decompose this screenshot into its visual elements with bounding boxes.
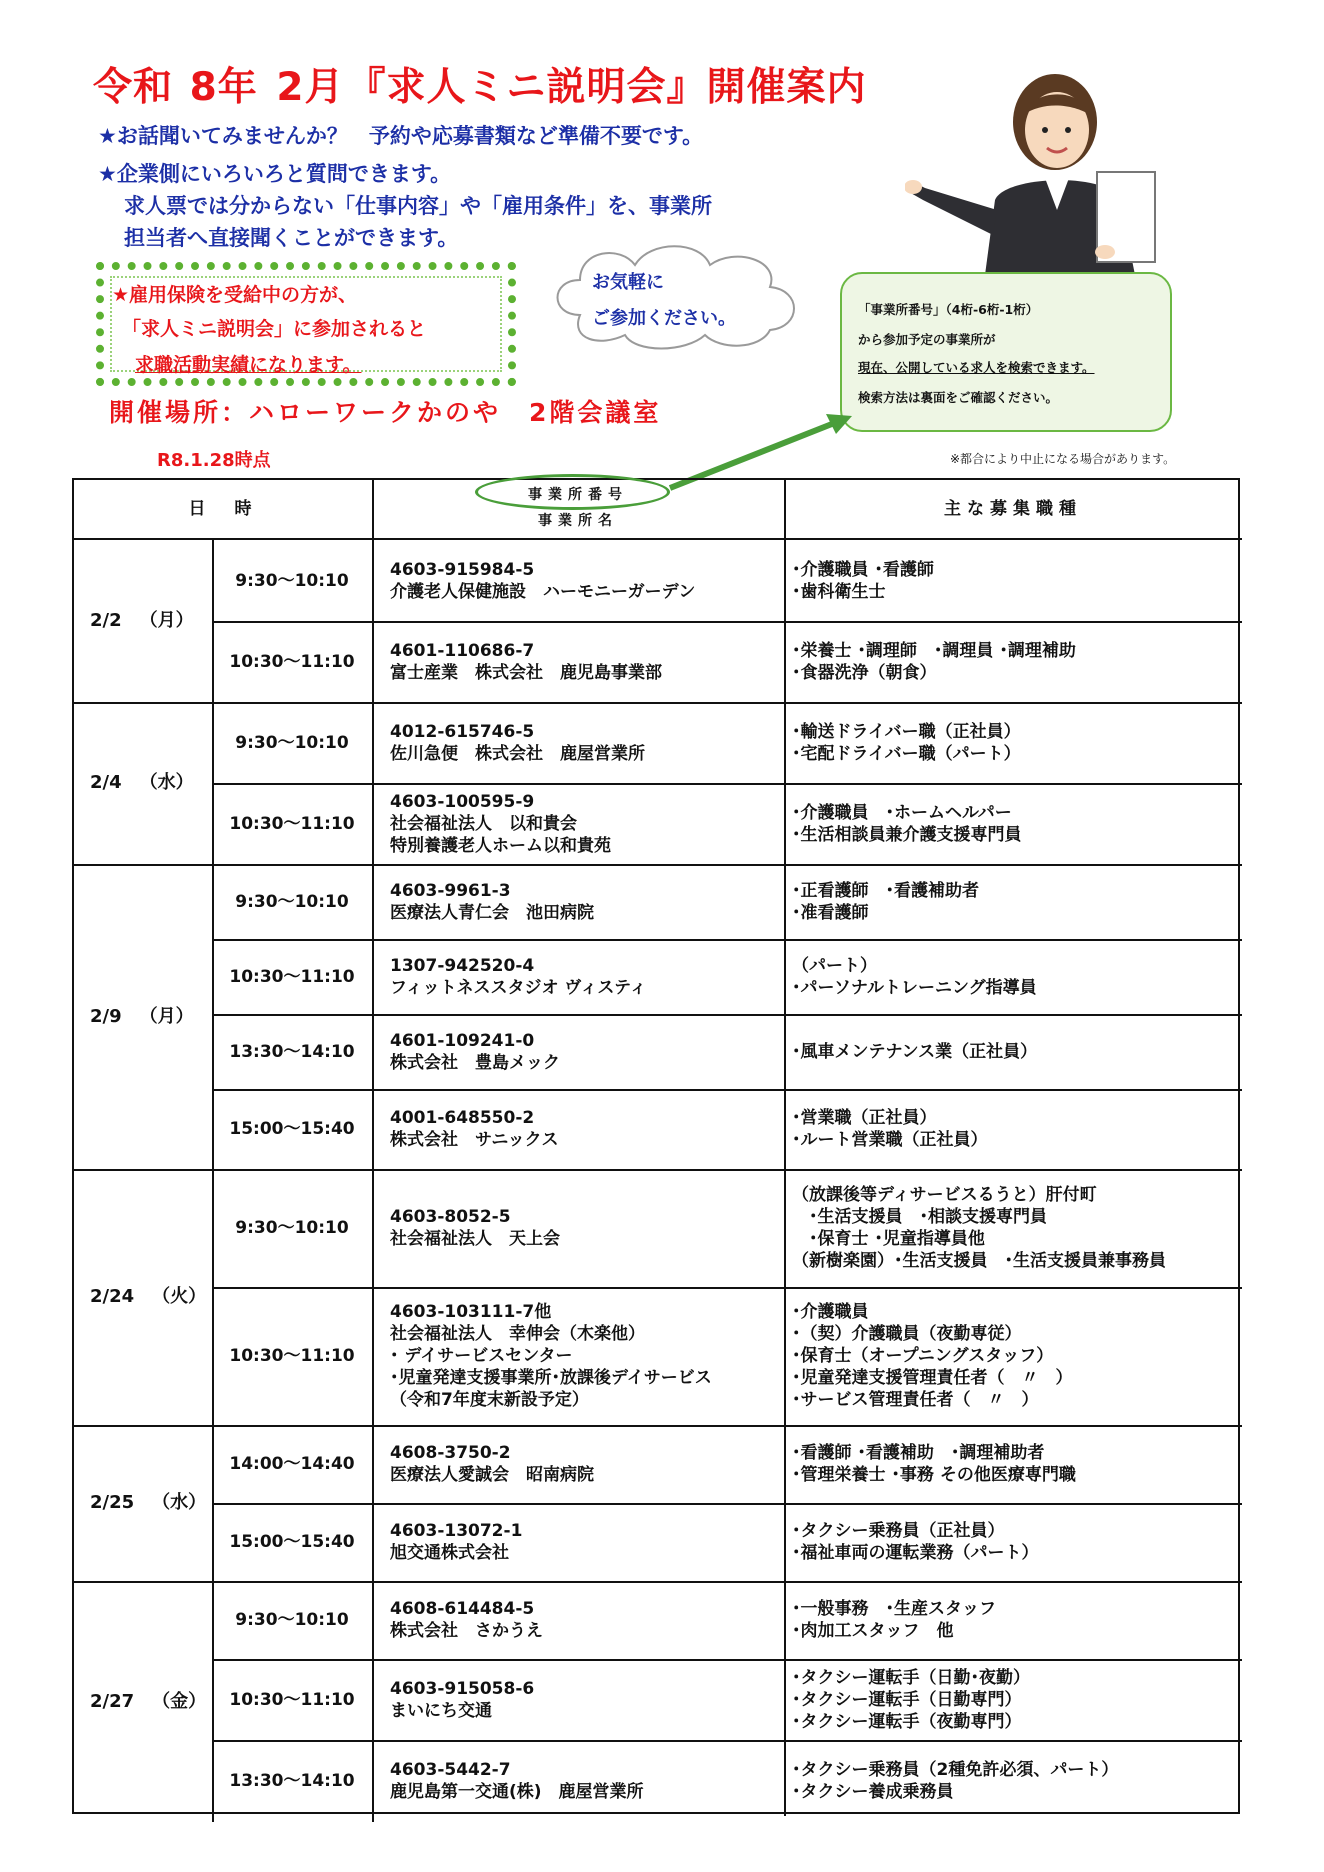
- job-list-line: ･（契）介護職員（夜勤専従）: [792, 1324, 1022, 1344]
- job-list-line: ･タクシー乗務員（2種免許必須、パート）: [792, 1760, 1119, 1780]
- day-of-week: （金）: [152, 1690, 207, 1712]
- day-of-week: （火）: [152, 1286, 207, 1307]
- h-rule: [212, 939, 1242, 941]
- title-prefix: 令和: [93, 65, 174, 110]
- business-info-line: 4603-915984-5: [390, 559, 535, 580]
- business-info: [390, 1520, 778, 1564]
- job-list-line: ･保育士 ･児童指導員他: [792, 1229, 985, 1249]
- bubble-line-2: から参加予定の事業所が: [858, 332, 996, 347]
- business-info: [390, 640, 778, 684]
- session-time: 15:00～15:40: [229, 1532, 355, 1552]
- job-list: [792, 1520, 1236, 1564]
- job-list-line: ･ルート営業職（正社員）: [792, 1130, 988, 1150]
- day-of-week: （月）: [139, 1005, 194, 1027]
- day-of-week: （水）: [139, 772, 194, 793]
- job-list-line: ･児童発達支援管理責任者（ 〃 ）: [792, 1368, 1073, 1388]
- session-time: 9:30～10:10: [235, 891, 349, 912]
- session-time: 10:30～11:10: [229, 651, 355, 672]
- business-info-line: 4603-100595-9: [390, 791, 535, 812]
- business-info: [390, 1598, 778, 1642]
- h-rule: [74, 864, 1242, 866]
- h-rule: [74, 1425, 1242, 1427]
- job-list-line: ･介護職員 ･看護師: [792, 559, 934, 580]
- business-info-line: 鹿児島第一交通(株) 鹿屋営業所: [390, 1782, 644, 1802]
- job-list-line: ･栄養士 ･調理師 ･調理員 ･調理補助: [792, 640, 1076, 661]
- session-time: 14:00～14:40: [229, 1454, 355, 1474]
- h-rule: [212, 1659, 1242, 1661]
- lead-line-3: 求人票では分からない「仕事内容」や「雇用条件」を、事業所: [124, 194, 712, 218]
- job-list-line: ･一般事務 ･生産スタッフ: [792, 1599, 996, 1619]
- business-info: [390, 1759, 778, 1803]
- business-info-line: 株式会社 豊島メック: [390, 1052, 560, 1073]
- day-of-week: （月）: [139, 610, 194, 631]
- job-list-line: （新樹楽園）･生活支援員 ･生活支援員兼事務員: [792, 1251, 1166, 1271]
- date-text: 2/24: [90, 1286, 135, 1307]
- h-rule: [212, 1287, 1242, 1289]
- h-rule: [212, 783, 1242, 785]
- business-info-line: 佐川急便 株式会社 鹿屋営業所: [390, 743, 645, 764]
- business-info-line: 4603-5442-7: [390, 1760, 511, 1780]
- date-text: 2/25: [90, 1492, 135, 1513]
- business-info-line: 4012-615746-5: [390, 721, 535, 742]
- day-date: [90, 1286, 206, 1308]
- job-list-line: ･正看護師 ･看護補助者: [792, 880, 979, 901]
- v-rule: [372, 1169, 374, 1425]
- job-list-line: ･タクシー運転手（日勤専門）: [792, 1689, 1022, 1710]
- session-time: 10:30～11:10: [229, 813, 355, 834]
- day-date: [90, 772, 194, 794]
- biz-no-highlight: [475, 474, 670, 510]
- lead-line-4: 担当者へ直接聞くことができます。: [124, 226, 459, 250]
- business-info-line: ･児童発達支援事業所･放課後デイサービス: [390, 1368, 712, 1388]
- job-list-line: ･福祉車両の運転業務（パート）: [792, 1543, 1039, 1563]
- business-info-line: 4608-614484-5: [390, 1599, 535, 1619]
- session-time: 9:30～10:10: [235, 570, 349, 591]
- business-info-line: 4601-110686-7: [390, 640, 535, 661]
- business-info: [390, 791, 778, 857]
- job-list: [792, 1301, 1236, 1411]
- business-info-line: 株式会社 サニックス: [390, 1130, 559, 1150]
- business-info-line: フィットネススタジオ ヴィスティ: [390, 977, 647, 998]
- lead-line-2: ★企業側にいろいろと質問できます。: [98, 162, 452, 186]
- job-list: [792, 1107, 1236, 1151]
- job-list-line: ･肉加工スタッフ 他: [792, 1621, 954, 1641]
- venue: 開催場所：ハローワークかのや 2階会議室: [109, 398, 662, 427]
- business-info-line: 特別養護老人ホーム以和貴苑: [390, 835, 611, 856]
- day-of-week: （水）: [152, 1492, 207, 1513]
- header-datetime: 日 時: [188, 499, 258, 519]
- day-date: [90, 1492, 206, 1514]
- v-rule: [784, 480, 786, 1816]
- job-list: [792, 1041, 1236, 1063]
- session-time: 9:30～10:10: [235, 1218, 349, 1238]
- job-list-line: （放課後等ディサービスるうと）肝付町: [792, 1185, 1097, 1205]
- job-list-line: ･風車メンテナンス業（正社員）: [792, 1041, 1038, 1062]
- business-info-line: 社会福祉法人 幸伸会（木楽他）: [390, 1324, 645, 1344]
- business-info-line: 4608-3750-2: [390, 1443, 511, 1463]
- job-list-line: ･介護職員 ･ホームヘルパー: [792, 802, 1012, 823]
- business-info-line: 4001-648550-2: [390, 1108, 535, 1128]
- job-list: [792, 721, 1236, 765]
- job-list-line: ･タクシー運転手（日勤･夜勤）: [792, 1667, 1030, 1688]
- as-of-date: R8.1.28時点: [157, 450, 271, 471]
- job-list: [792, 1598, 1236, 1642]
- session-time: 10:30～11:10: [229, 1346, 355, 1366]
- cancellation-note: ※都合により中止になる場合があります。: [950, 452, 1176, 466]
- h-rule: [74, 1581, 1242, 1583]
- h-rule: [212, 1503, 1242, 1505]
- date-text: 2/4: [90, 772, 122, 793]
- day-date: [90, 610, 194, 632]
- session-time: 13:30～14:10: [229, 1771, 355, 1791]
- job-list-line: ･タクシー乗務員（正社員）: [792, 1521, 1005, 1541]
- session-time: 10:30～11:10: [229, 966, 355, 987]
- day-date: [90, 1691, 206, 1713]
- job-list-line: ･サービス管理責任者（ 〃 ）: [792, 1390, 1039, 1410]
- v-rule: [212, 1169, 214, 1425]
- header-biz-no: 事業所番号: [528, 487, 628, 503]
- title-main: 『求人ミニ説明会』開催案内: [346, 65, 867, 110]
- business-info-line: 介護老人保健施設 ハーモニーガーデン: [390, 581, 696, 602]
- schedule-table: [72, 478, 1240, 1814]
- job-list-line: ･看護師 ･看護補助 ･調理補助者: [792, 1443, 1045, 1463]
- v-rule: [372, 1581, 374, 1822]
- job-list-line: （パート）: [792, 955, 877, 976]
- job-list: [792, 955, 1236, 999]
- business-info: [390, 721, 778, 765]
- day-date: [90, 1006, 194, 1028]
- business-info: [390, 955, 778, 999]
- date-text: 2/2: [90, 610, 122, 631]
- bubble-line-1: 「事業所番号」（4桁-6桁-1桁）: [858, 302, 1039, 317]
- h-rule: [212, 1740, 1242, 1742]
- job-list-line: ･タクシー養成乗務員: [792, 1782, 954, 1802]
- job-list-line: ･生活支援員 ･相談支援専門員: [792, 1207, 1047, 1227]
- session-time: 15:00～15:40: [229, 1119, 355, 1139]
- h-rule: [212, 1089, 1242, 1091]
- notice-line-2: 「求人ミニ説明会」に参加されると: [122, 318, 427, 340]
- job-list: [792, 1442, 1236, 1486]
- h-rule: [74, 702, 1242, 704]
- title-month: 2月: [276, 65, 345, 110]
- job-list: [792, 802, 1236, 846]
- business-info-line: 株式会社 さかうえ: [390, 1621, 543, 1641]
- job-list-line: ･食器洗浄（朝食）: [792, 662, 937, 683]
- job-list-line: ･パーソナルトレーニング指導員: [792, 977, 1037, 998]
- bubble-line-3: 現在、公開している求人を検索できます。: [858, 360, 1095, 375]
- job-list-line: ･宅配ドライバー職（パート）: [792, 743, 1021, 764]
- cloud-bubble: [540, 235, 810, 355]
- job-list: [792, 880, 1236, 924]
- business-info-line: 医療法人愛誠会 昭南病院: [390, 1465, 594, 1485]
- business-info: [390, 880, 778, 924]
- job-list-line: ･歯科衛生士: [792, 581, 886, 602]
- business-info-line: 社会福祉法人 以和貴会: [390, 813, 577, 834]
- business-info-line: まいにち交通: [390, 1700, 492, 1721]
- job-list: [792, 1184, 1236, 1272]
- job-list-line: ･輸送ドライバー職（正社員）: [792, 721, 1021, 742]
- business-info-line: ･ デイサービスセンター: [390, 1346, 573, 1366]
- h-rule: [74, 1169, 1242, 1171]
- business-info-line: 社会福祉法人 天上会: [390, 1229, 560, 1249]
- job-list-line: ･保育士（オープニングスタッフ）: [792, 1346, 1054, 1366]
- job-list-line: ･介護職員: [792, 1302, 869, 1322]
- date-text: 2/27: [90, 1690, 135, 1712]
- business-info: [390, 1301, 778, 1411]
- business-info: [390, 1030, 778, 1074]
- job-list: [792, 1759, 1236, 1803]
- h-rule: [212, 621, 1242, 623]
- notice-line-3: 求職活動実績になります。: [135, 354, 362, 376]
- page-title: [93, 56, 866, 112]
- business-info: [390, 1678, 778, 1722]
- business-info-line: 4603-915058-6: [390, 1678, 535, 1699]
- header-jobs: 主な募集職種: [944, 499, 1082, 519]
- business-info-line: 医療法人青仁会 池田病院: [390, 902, 594, 923]
- business-info-line: 4603-13072-1: [390, 1521, 523, 1541]
- business-info: [390, 1442, 778, 1486]
- job-list-line: ･管理栄養士 ･事務 その他医療専門職: [792, 1465, 1076, 1485]
- job-list-line: ･タクシー運転手（夜勤専門）: [792, 1711, 1022, 1732]
- job-list: [792, 1667, 1236, 1733]
- business-info-line: （令和7年度末新設予定）: [390, 1390, 589, 1410]
- business-info: [390, 559, 778, 603]
- business-info: [390, 1107, 778, 1151]
- woman-presenter-icon: [905, 60, 1165, 275]
- title-year: 8年: [189, 65, 258, 110]
- business-info-line: 旭交通株式会社: [390, 1543, 509, 1563]
- job-list-line: ･准看護師: [792, 902, 869, 923]
- business-info-line: 4603-103111-7他: [390, 1302, 552, 1322]
- job-list-line: ･営業職（正社員）: [792, 1108, 937, 1128]
- job-list: [792, 640, 1236, 684]
- cloud-line-1: お気軽に: [592, 272, 664, 293]
- h-rule: [212, 1014, 1242, 1016]
- job-list-line: ･生活相談員兼介護支援専門員: [792, 824, 1022, 845]
- business-info: [390, 1206, 778, 1250]
- notice-line-1: ★雇用保険を受給中の方が、: [112, 284, 358, 306]
- bubble-line-4: 検索方法は裏面をご確認ください。: [858, 390, 1059, 405]
- session-time: 9:30～10:10: [235, 1610, 349, 1630]
- session-time: 10:30～11:10: [229, 1689, 355, 1710]
- v-rule: [372, 864, 374, 1169]
- lead-line-1: ★お話聞いてみませんか？ 予約や応募書類など準備不要です。: [98, 124, 704, 148]
- header-biz-name: 事業所名: [538, 513, 618, 529]
- h-rule: [74, 538, 1242, 540]
- business-info-line: 4603-8052-5: [390, 1207, 511, 1227]
- cloud-line-2: ご参加ください。: [592, 308, 736, 329]
- session-time: 9:30～10:10: [235, 732, 349, 753]
- business-info-line: 4601-109241-0: [390, 1030, 535, 1051]
- job-list: [792, 559, 1236, 603]
- business-info-line: 1307-942520-4: [390, 955, 535, 976]
- search-info-bubble: [840, 272, 1172, 432]
- business-info-line: 4603-9961-3: [390, 880, 511, 901]
- business-info-line: 富士産業 株式会社 鹿児島事業部: [390, 662, 662, 683]
- date-text: 2/9: [90, 1005, 122, 1027]
- session-time: 13:30～14:10: [229, 1041, 355, 1062]
